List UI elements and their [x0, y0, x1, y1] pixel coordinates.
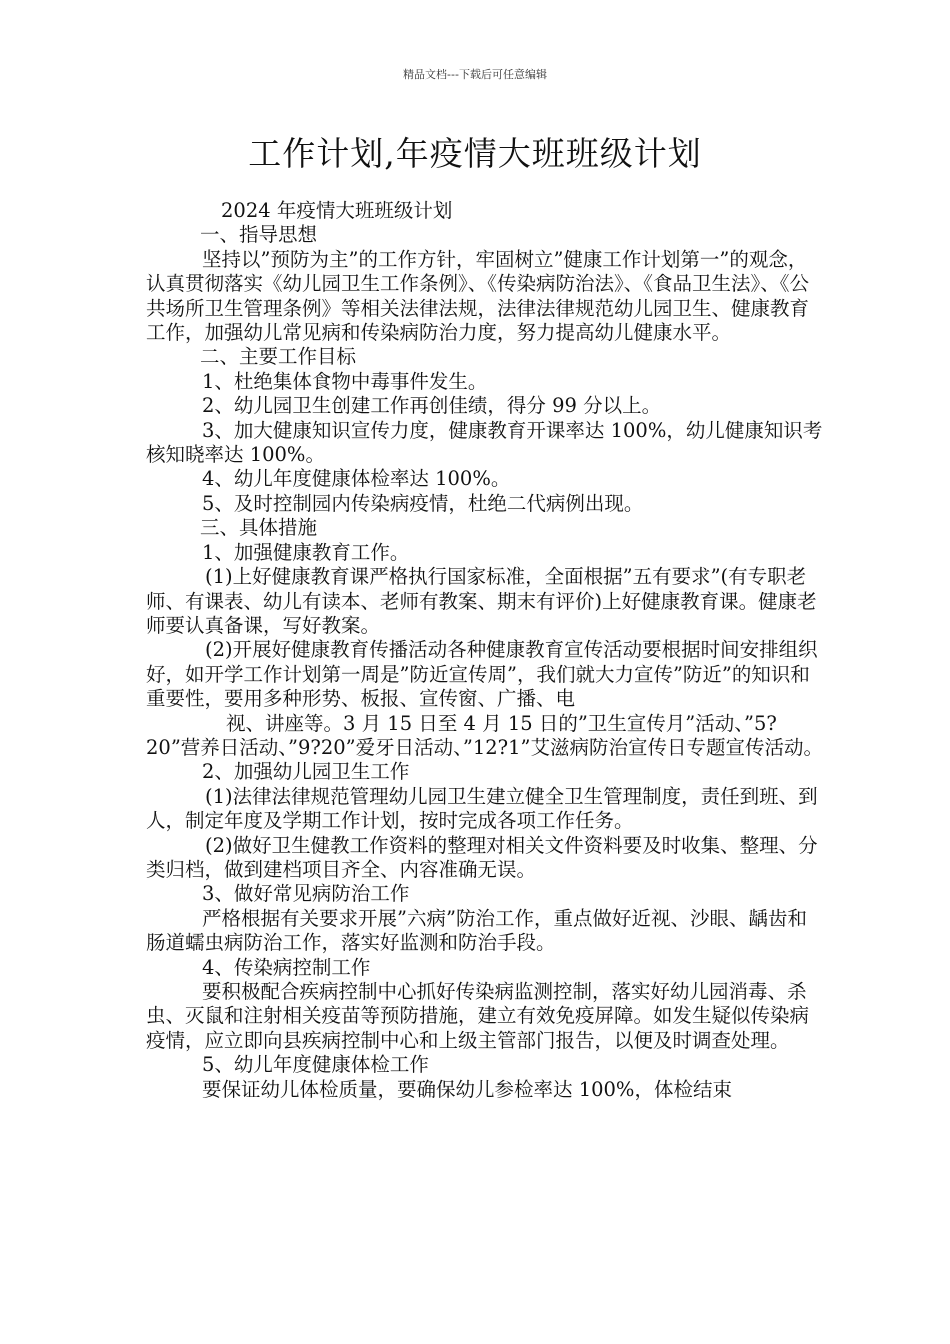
paragraph: (1)法律法律规范管理幼儿园卫生建立健全卫生管理制度，责任到班、到人，制定年度及学期工作计划，按时完成各项工作任务。	[146, 784, 818, 833]
paragraph: 二、主要工作目标	[200, 345, 357, 369]
paragraph: 5、幼儿年度健康体检工作	[202, 1053, 429, 1077]
paragraph: 坚持以”预防为主”的工作方针，牢固树立”健康工作计划第一”的观念，认真贯彻落实《幼儿园卫生工作条例》、《传染病防治法》、《食品卫生法》、《公共场所卫生管理条例》等相关法律法规，法律法律规范幼儿园卫生、健康教育工作，加强幼儿常见病和传染病防治力度，努力提高幼儿健康水平。	[146, 247, 810, 345]
paragraph: 视、讲座等。3 月 15 日至 4 月 15 日的”卫生宣传月”活动、”5?20”营养日活动、”9?20”爱牙日活动、”12?1”艾滋病防治宣传日专题宣传活动。	[146, 711, 824, 759]
paragraph: 2、幼儿园卫生创建工作再创佳绩，得分 99 分以上。	[202, 394, 662, 418]
paragraph: 要保证幼儿体检质量，要确保幼儿参检率达 100%，体检结束	[202, 1077, 732, 1101]
paragraph: (2)开展好健康教育传播活动各种健康教育宣传活动要根据时间安排组织好，如开学工作计划第一周是”防近宣传周”，我们就大力宣传”防近”的知识和重要性，要用多种形势、板报、宣传窗、广播、电	[146, 638, 818, 711]
paragraph: 严格根据有关要求开展”六病”防治工作，重点做好近视、沙眼、龋齿和肠道蠕虫病防治工作，落实好监测和防治手段。	[146, 906, 807, 955]
paragraph: 要积极配合疾病控制中心抓好传染病监测控制，落实好幼儿园消毒、杀虫、灭鼠和注射相关疫苗等预防措施，建立有效免疫屏障。如发生疑似传染病疫情，应立即向县疾病控制中心和上级主管部门报告，以便及时调查处理。	[146, 980, 810, 1052]
paragraph: 3、加大健康知识宣传力度，健康教育开课率达 100%，幼儿健康知识考核知晓率达 100%。	[146, 418, 823, 467]
paragraph: 一、指导思想	[200, 223, 318, 247]
paragraph: 4、幼儿年度健康体检率达 100%。	[202, 467, 511, 491]
document-body	[146, 199, 826, 1102]
paragraph: 1、加强健康教育工作。	[202, 540, 410, 564]
header-note: 精品文档---下载后可任意编辑	[403, 68, 547, 81]
paragraph: 5、及时控制园内传染病疫情，杜绝二代病例出现。	[202, 491, 644, 515]
paragraph: 三、具体措施	[200, 516, 318, 540]
paragraph: 4、传染病控制工作	[202, 955, 371, 979]
document-title: 工作计划,年疫情大班班级计划	[248, 134, 702, 173]
paragraph: 1、杜绝集体食物中毒事件发生。	[202, 369, 488, 393]
paragraph: 3、做好常见病防治工作	[202, 882, 410, 906]
paragraph: 2、加强幼儿园卫生工作	[202, 760, 410, 784]
paragraph: (2)做好卫生健教工作资料的整理对相关文件资料要及时收集、整理、分类归档，做到建档项目齐全、内容准确无误。	[146, 833, 818, 881]
paragraph: 2024 年疫情大班班级计划	[221, 199, 453, 222]
paragraph: (1)上好健康教育课严格执行国家标准，全面根据”五有要求”(有专职老师、有课表、幼儿有读本、老师有教案、期末有评价)上好健康教育课。健康老师要认真备课，写好教案。	[146, 565, 817, 637]
